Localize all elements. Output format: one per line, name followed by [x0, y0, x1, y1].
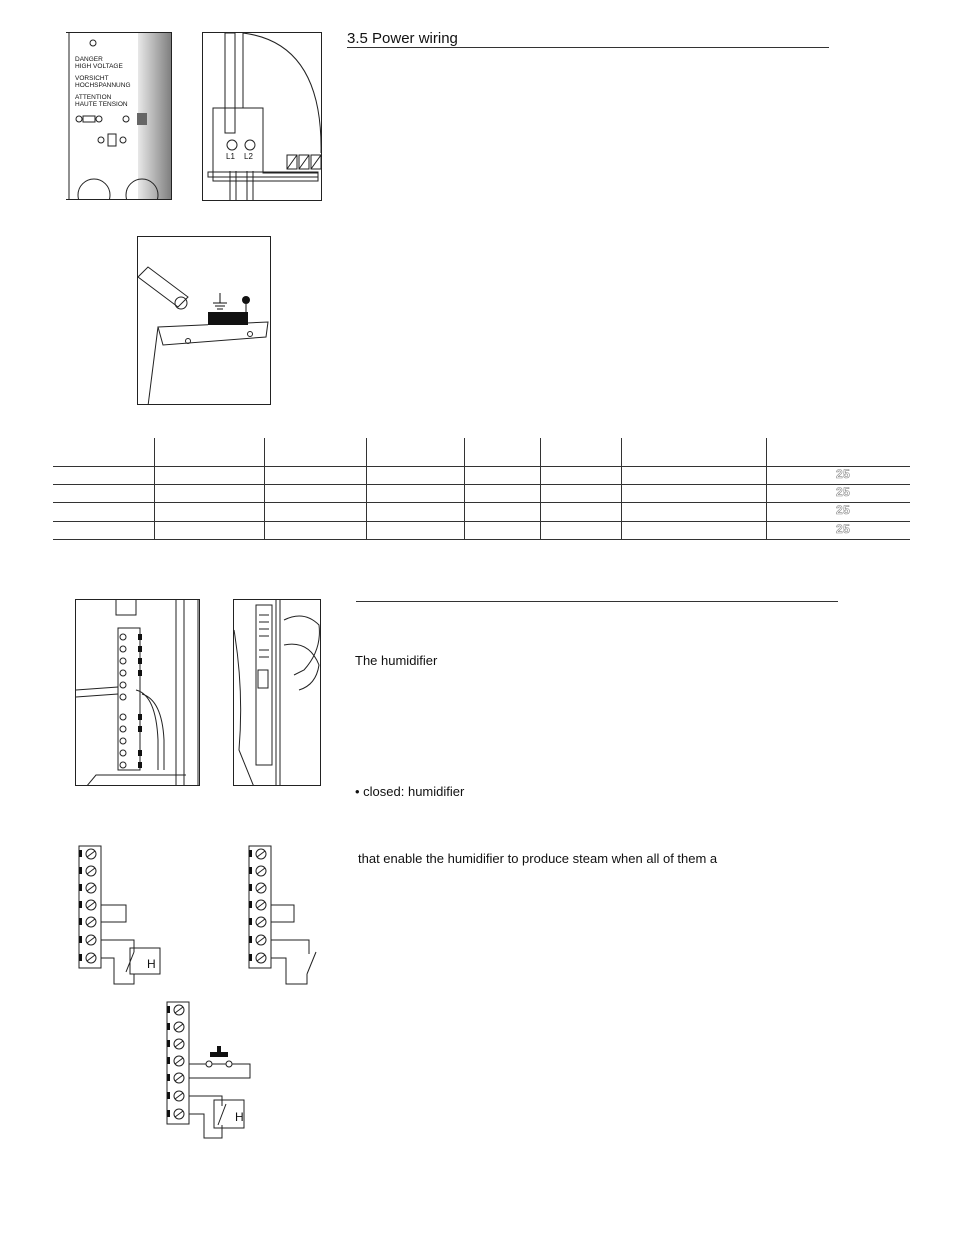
terminal-label-l2: L2: [244, 152, 253, 161]
table-cell-value-3: 25: [836, 503, 851, 517]
table-cell-value-4: 25: [836, 522, 851, 536]
hygrostat-label: H: [147, 957, 156, 971]
terminal-label-l1: L1: [226, 152, 235, 161]
table-cell-value-1: 25: [836, 467, 851, 481]
body-text-line-2: • closed: humidifier: [355, 784, 465, 799]
hygrostat-label-c: H: [235, 1110, 244, 1124]
warning-label-6: HAUTE TENSION: [75, 101, 128, 108]
circuit-diagram-c: [164, 1000, 259, 1142]
section-rule-2: [356, 601, 838, 602]
section-title-rule: [347, 47, 829, 48]
section-title: 3.5 Power wiring: [347, 30, 458, 47]
warning-label-4: HOCHSPANNUNG: [75, 82, 131, 89]
power-terminal-figure: [202, 32, 322, 201]
earth-terminal-figure: [137, 236, 271, 405]
table-cell-value-2: 25: [836, 485, 851, 499]
connector-insertion-figure: [233, 599, 321, 786]
warning-label-2: HIGH VOLTAGE: [75, 63, 123, 70]
terminal-block-figure: [75, 599, 200, 786]
warning-label-3: VORSICHT: [75, 75, 109, 82]
circuit-diagram-b: [244, 844, 324, 989]
body-text-line-3: that enable the humidifier to produce steam when all of them a: [358, 851, 718, 866]
warning-panel-figure: [66, 32, 172, 200]
body-text-line-1: The humidifier: [355, 653, 438, 668]
warning-label-1: DANGER: [75, 56, 103, 63]
warning-label-5: ATTENTION: [75, 94, 112, 101]
circuit-diagram-a: [74, 844, 174, 989]
